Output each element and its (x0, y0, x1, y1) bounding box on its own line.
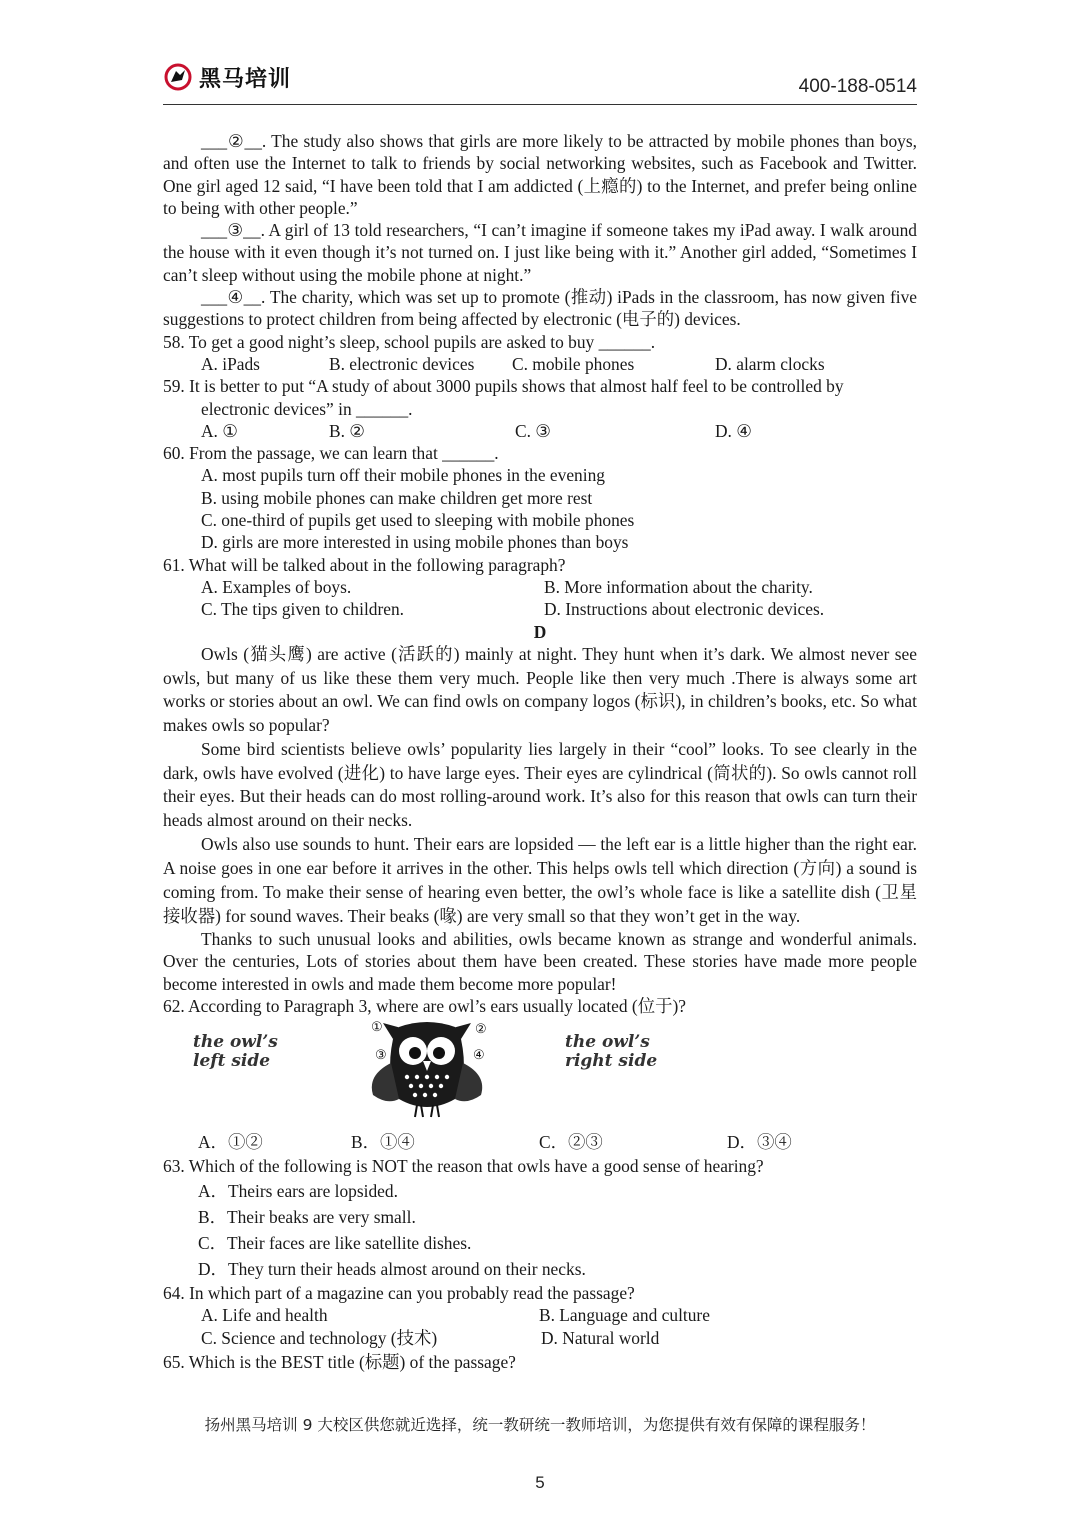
footer-slogan: 扬州黑马培训 9 大校区供您就近选择，统一教研统一教师培训，为您提供有效有保障的课程服务！ (204, 1416, 876, 1434)
owl-illustration (347, 1015, 507, 1123)
question-64: 64. In which part of a magazine can you probably read the passage? (163, 1282, 635, 1303)
option-d: D. Natural world (541, 1328, 660, 1349)
blank-2: ___②__ (201, 131, 262, 151)
option-a: A. Life and health (201, 1304, 328, 1325)
marker-4: ④ (473, 1048, 485, 1064)
blank-3: ___③__ (201, 220, 261, 241)
marker-2: ② (475, 1022, 487, 1038)
question-61-options-ab (201, 576, 917, 598)
passage-c-paragraph-3: ___③__. A girl of 13 told researchers, “I can’t imagine if someone takes my iPad away. I walk around the house with it even though it’s not turned on. I just like being with it.” Another girl added, “Sometimes I can’t sleep without using the mobile phone at night.” (163, 220, 918, 285)
question-65: 65. Which is the BEST title (标题) of the passage? (163, 1352, 516, 1373)
option-d: D．③④ (727, 1132, 792, 1153)
logo (163, 62, 291, 92)
question-61: 61. What will be talked about in the following paragraph? (163, 554, 566, 575)
option-b: B. using mobile phones can make children get more rest (201, 487, 593, 508)
question-61-options-cd (201, 598, 917, 620)
option-b: B. electronic devices (329, 353, 475, 374)
passage-d-paragraph-1: Owls (猫头鹰) are active (活跃的) mainly at night. They hunt when it’s dark. We almost never see owls, but many of us like these them very much. People like then very much .There is always some art works or stories about an owl. We can find owls on company logos (标识), in children’s books, etc. So what makes owls so popular? (163, 643, 917, 736)
page-header (163, 58, 917, 105)
passage-c-paragraph-2: ___②__. The study also shows that girls are more likely to be attracted by mobile phones than boys, and often use the Internet to talk to friends by social networking websites, such as Facebook and Twitter. One girl aged 12 said, “I have been told that I am addicted (上瘾的) to the Internet, and prefer being online to being with other people.” (163, 131, 917, 218)
horse-logo-icon (163, 62, 193, 92)
option-d: D．They turn their heads almost around on their necks. (198, 1258, 586, 1279)
option-c: C. ③ (515, 420, 551, 441)
left-side-label: the owl’s left side (193, 1032, 278, 1072)
option-a: A. Examples of boys. (201, 576, 352, 597)
page-number: 5 (535, 1473, 545, 1492)
option-d: D. girls are more interested in using mobile phones than boys (201, 532, 629, 553)
phone-number: 400-188-0514 (798, 76, 917, 97)
option-c: C. Science and technology (技术) (201, 1328, 438, 1349)
question-59: 59. It is better to put “A study of about 3000 pupils shows that almost half feel to be controlled by (163, 376, 844, 397)
option-c: C. mobile phones (512, 353, 635, 374)
option-b: B. ② (329, 420, 365, 441)
option-b: B. More information about the charity. (544, 576, 813, 597)
option-d: D. ④ (715, 420, 752, 441)
question-58: 58. To get a good night’s sleep, school pupils are asked to buy ______. (163, 331, 656, 352)
passage-d-paragraph-2: Some bird scientists believe owls’ popularity lies largely in their “cool” looks. To see clearly in the dark, owls have evolved (进化) to have large eyes. Their eyes are cylindrical (筒状的). So owls cannot roll their eyes. But their heads can do most rolling-around work. It’s also for this reason that owls can turn their heads almost around on their necks. (163, 739, 917, 830)
option-c: C. one-third of pupils get used to sleeping with mobile phones (201, 510, 635, 531)
question-64-options-cd (201, 1326, 917, 1350)
question-59-options (201, 420, 917, 442)
option-c: C．Their faces are like satellite dishes. (198, 1232, 472, 1253)
question-64-options-ab (201, 1304, 917, 1326)
passage-d-paragraph-3: Owls also use sounds to hunt. Their ears are lopsided — the left ear is a little higher than the right ear. A noise goes in one ear before it arrives in the other. This helps owls tell which direction (方向) a sound is coming from. To make their sense of hearing even better, the owl’s whole face is like a satellite dish (卫星接收器) for sound waves. Their beaks (喙) are very small so that they won’t get in the way. (163, 834, 917, 927)
option-c: C．②③ (539, 1132, 603, 1153)
section-heading-d: D (533, 621, 547, 642)
question-62: 62. According to Paragraph 3, where are owl’s ears usually located (位于)? (163, 995, 686, 1016)
passage-d-paragraph-4: Thanks to such unusual looks and abilities, owls became known as strange and wonderful animals. Over the centuries, Lots of stories about them have been created. These stories have made more people become interested in owls and made them become more popular! (163, 929, 917, 994)
option-a: A. ① (201, 420, 238, 441)
question-62-options (198, 1131, 917, 1153)
option-b: B．①④ (351, 1132, 415, 1153)
logo-text: 黑马培训 (199, 66, 292, 92)
option-d: D. Instructions about electronic devices. (544, 599, 825, 620)
blank-4: ___④__ (201, 287, 261, 308)
option-c: C. The tips given to children. (201, 599, 405, 620)
right-side-label: the owl’s right side (565, 1032, 658, 1072)
question-63: 63. Which of the following is NOT the reason that owls have a good sense of hearing? (163, 1155, 764, 1176)
option-d: D. alarm clocks (715, 353, 825, 374)
option-a: A. iPads (201, 353, 260, 374)
option-a: A. most pupils turn off their mobile phones in the evening (201, 465, 605, 486)
passage-c-paragraph-4: ___④__. The charity, which was set up to promote (推动) iPads in the classroom, has now given five suggestions to protect children from being affected by electronic (电子的) devices. (163, 287, 917, 330)
owl-figure (163, 1021, 917, 1129)
option-b: B．Their beaks are very small. (198, 1206, 416, 1227)
option-b: B. Language and culture (539, 1304, 710, 1325)
option-a: A．①② (198, 1132, 263, 1153)
marker-3: ③ (375, 1048, 387, 1064)
page-content (163, 130, 917, 1374)
question-58-options (201, 353, 917, 375)
question-60: 60. From the passage, we can learn that ______. (163, 443, 499, 464)
marker-1: ① (371, 1020, 383, 1036)
option-a: A．Theirs ears are lopsided. (198, 1180, 398, 1201)
question-59-line-2: electronic devices” in ______. (201, 398, 413, 419)
